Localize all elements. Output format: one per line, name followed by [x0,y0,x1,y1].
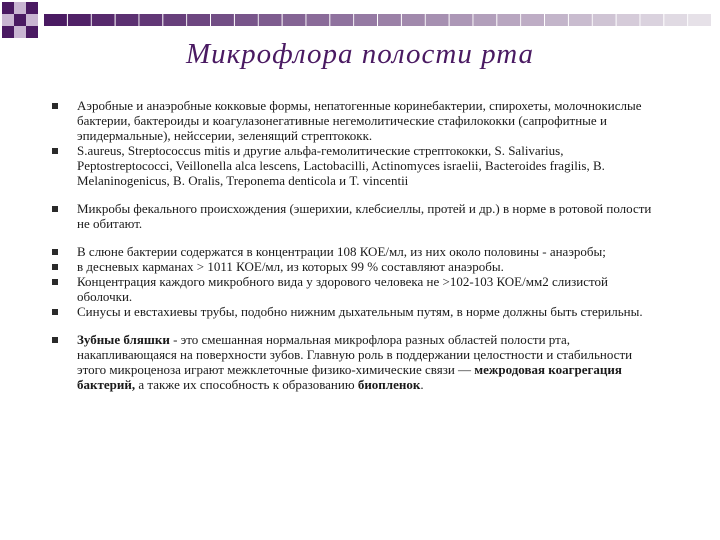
bullet-icon [52,264,58,270]
list-item [52,304,662,319]
decorative-cell [473,14,496,26]
decorative-cell [44,14,67,26]
list-item [52,143,662,188]
list-item [52,98,662,143]
list-item [52,259,662,274]
item-text: в десневых карманах > 1011 КОЕ/мл, из которых 99 % составляют анаэробы. [77,259,504,274]
item-text: - это смешанная нормальная микрофлора разных областей полости рта, накапливающаяся на поверхности зубов. Главную роль в поддержании целостности и стабильности этого микроценоза играют межклеточные физико-химические связи — [77,332,633,377]
decorative-cell [545,14,568,26]
decorative-cell [187,14,210,26]
term-dental-plaque: Зубные бляшки [77,332,170,347]
decorative-cell [68,14,91,26]
list-item [52,274,662,304]
decorative-cell [92,14,115,26]
decorative-cell [617,14,640,26]
page-title: Микрофлора полости рта [185,38,535,70]
decorative-cell [593,14,616,26]
bold-phrase: биопленок [357,377,421,392]
decorative-cell [211,14,234,26]
item-text: Аэробные и анаэробные кокковые формы, непатогенные коринебактерии, спирохеты, молочнокислые бактерии, бактероиды и коагулазонегативные негемолитические стафилококки (сапрофитные и эпидермальные), нейссерии, зеленящий стрептококк. [77,98,642,143]
item-text: а также их способность к образованию [135,377,358,392]
decorative-cell [306,14,329,26]
decorative-cell [640,14,663,26]
item-text: S.aureus, Streptococcus mitis и другие альфа-гемолитические стрептококки, S. Salivarius, Peptostreptococci, Veillonella alca lescens, Lactobacilli, Actinomyces israelii, Bacteroides fragilis, B. Melaninogenicus, B. Oralis, Treponema denticola и T. vincentii [77,143,605,188]
bullet-icon [52,279,58,285]
item-text: Микробы фекального происхождения (эшерихии, клебсиеллы, протей и др.) в норме в ротовой полости не обитают. [77,201,652,231]
item-text: В слюне бактерии содержатся в концентрации 108 КОЕ/мл, из них около половины - анаэробы; [77,244,606,259]
bold-phrase: межродовая коагрегация бактерий, [77,362,622,392]
item-text: . [420,377,424,392]
decorative-cell [497,14,520,26]
decorative-cell [664,14,687,26]
content-list [52,98,662,392]
bullet-icon [52,337,58,343]
decorative-cell [688,14,711,26]
bullet-icon [52,148,58,154]
decorative-cell [569,14,592,26]
item-text: Концентрация каждого микробного вида у здорового человека не >102-103 КОЕ/мм2 слизистой оболочки. [77,274,608,304]
item-text: Синусы и евстахиевы трубы, подобно нижним дыхательным путям, в норме должны быть стерильны. [77,304,643,319]
decorative-cell [139,14,162,26]
list-item [52,201,662,231]
decorative-cell [116,14,139,26]
bullet-icon [52,249,58,255]
decorative-cell [330,14,353,26]
list-item [52,244,662,259]
decorative-cell [354,14,377,26]
decorative-cell [450,14,473,26]
decorative-cell [426,14,449,26]
decorative-cell [283,14,306,26]
decorative-cell [378,14,401,26]
decorative-cell [163,14,186,26]
list-item [52,332,662,392]
bullet-icon [52,103,58,109]
decorative-cell [402,14,425,26]
decorative-cell [235,14,258,26]
decorative-squares [0,0,720,40]
bullet-icon [52,309,58,315]
decorative-cell [259,14,282,26]
bullet-icon [52,206,58,212]
decorative-cell [521,14,544,26]
